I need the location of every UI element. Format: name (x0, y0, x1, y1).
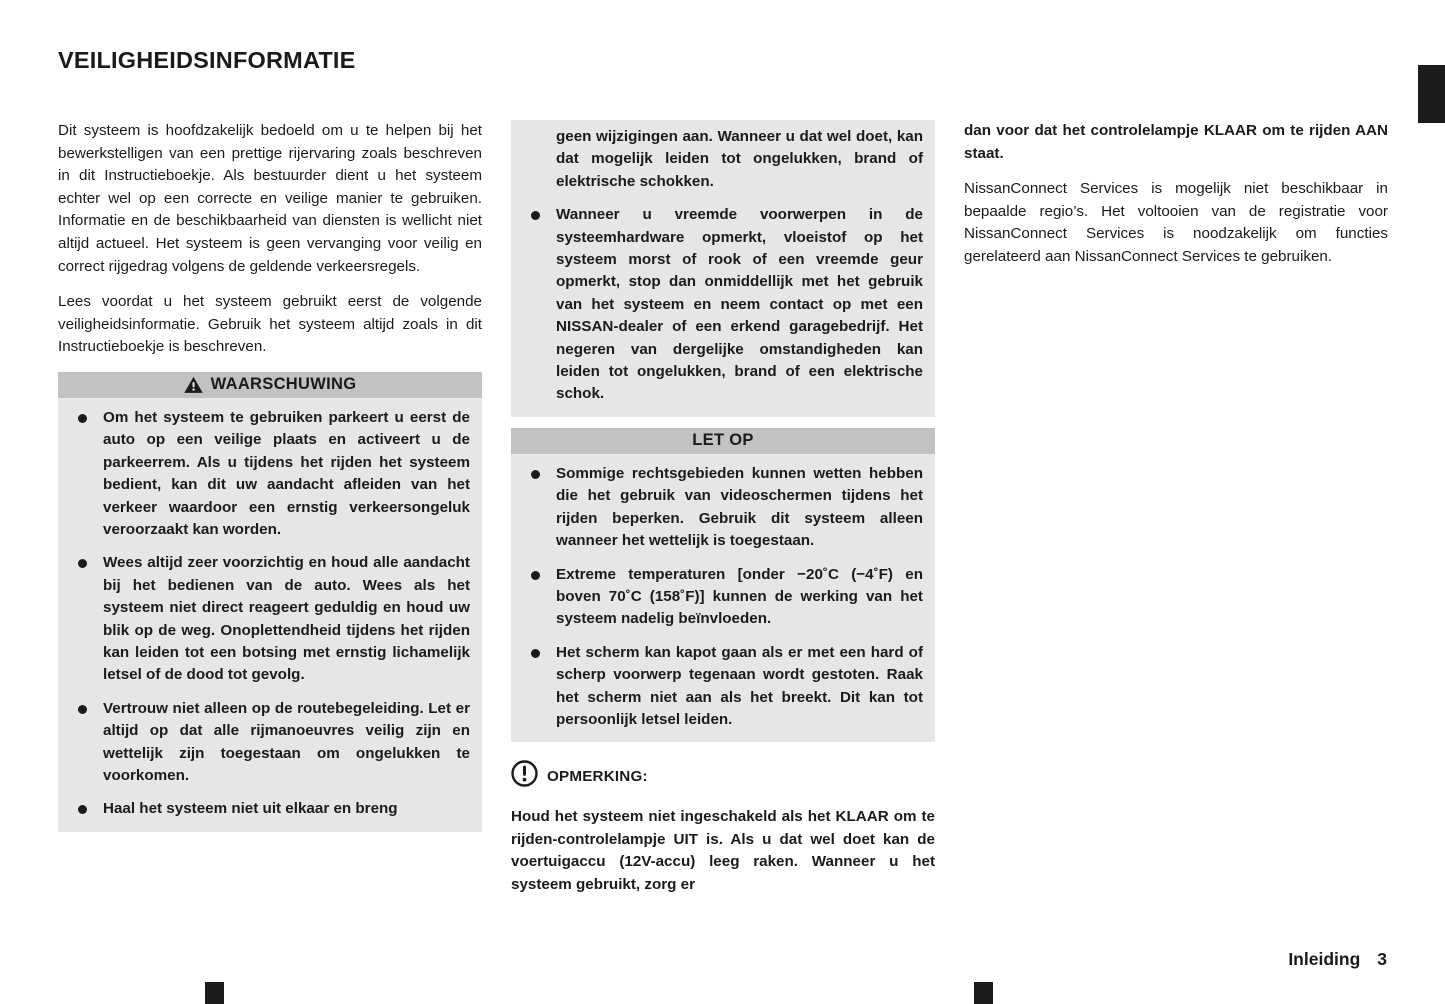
warning-bullet-text: Wees altijd zeer voorzichtig en houd alle aandacht bij het bedienen van de auto. Wees als het systeem niet direct reageert geduldig en houd uw blik op de weg. Onoplettendheid tijdens het rijden kan leiden tot een botsing met ernstig lichamelijk letsel of de dood tot gevolg. (103, 554, 470, 684)
bullet-dot-icon (531, 649, 540, 658)
nissanconnect-paragraph: NissanConnect Services is mogelijk niet beschikbaar in bepaalde regio’s. Het voltooien van de registratie voor NissanConnect Services is noodzakelijk om functies gerelateerd aan NissanConnect Services te gebruiken. (964, 180, 1388, 265)
caution-bullet-item (523, 642, 923, 732)
warning-bullet-text: Haal het systeem niet uit elkaar en breng (103, 800, 398, 818)
column-2 (511, 120, 935, 910)
caution-box-header (511, 428, 935, 454)
bullet-dot-icon (78, 805, 87, 814)
caution-bullet-item (523, 463, 923, 553)
footer-page-number: 3 (1377, 949, 1387, 969)
note-block (511, 760, 935, 896)
footer-section-label: Inleiding (1288, 949, 1361, 969)
page-columns (58, 120, 1388, 910)
bullet-dot-icon (78, 705, 87, 714)
bullet-dot-icon (78, 414, 87, 423)
column-3 (964, 120, 1388, 910)
warning-box-continued-body (511, 120, 935, 417)
warning-box (58, 372, 482, 832)
warning-box-body (58, 398, 482, 832)
crop-mark-left (205, 982, 224, 1004)
warning-bullet-text: Om het systeem te gebruiken parkeert u eerst de auto op een veilige plaats en activeert u de parkeerrem. Als u tijdens het rijden het systeem bedient, kan dit uw aandacht afleiden van het verkeer waardoor een ernstig verkeersongeluk veroorzaakt kan worden. (103, 408, 470, 538)
caution-bullet-list (523, 463, 923, 731)
chapter-edge-tab (1418, 65, 1445, 123)
note-text: Houd het systeem niet ingeschakeld als het KLAAR om te rijden-controlelampje UIT is. Als u dat wel doet kan de voertuigaccu (12V-accu) leeg raken. Wanneer u het systeem gebruikt, zorg er (511, 808, 935, 893)
warning-bullet-text: Wanneer u vreemde voorwerpen in de systeemhardware opmerkt, vloeistof op het systeem morst of rook of een vreemde geur opmerkt, stop dan onmiddellijk met het gebruik van het systeem en neem contact op met een NISSAN-dealer of een erkend garagebedrijf. Het negeren van dergelijke omstandigheden kan leiden tot ongelukken, brand of een elektrische schok. (556, 206, 923, 403)
warning-box-header (58, 372, 482, 398)
exclamation-circle-icon (511, 760, 538, 792)
warning-bullet-item (70, 407, 470, 541)
note-continuation-text: dan voor dat het controlelampje KLAAR om te rijden AAN staat. (964, 122, 1388, 162)
warning-box-continued (511, 120, 935, 417)
warning-bullet-list-continued (523, 204, 923, 406)
warning-continuation-text: geen wijzigingen aan. Wanneer u dat wel doet, kan dat mogelijk leiden tot ongelukken, brand of elektrische schokken. (556, 128, 923, 190)
caution-box-body (511, 454, 935, 742)
crop-mark-right (974, 982, 993, 1004)
warning-box-heading: WAARSCHUWING (210, 375, 357, 394)
warning-bullet-item (70, 698, 470, 788)
caution-box-heading: LET OP (692, 431, 754, 450)
bullet-dot-icon (531, 211, 540, 220)
bullet-dot-icon (531, 470, 540, 479)
page-footer (1288, 949, 1387, 970)
warning-bullet-list (70, 407, 470, 821)
warning-triangle-icon (184, 376, 203, 393)
column-1 (58, 120, 482, 910)
caution-box (511, 428, 935, 742)
caution-bullet-text: Sommige rechtsgebieden kunnen wetten hebben die het gebruik van videoschermen tijdens het rijden beperken. Gebruik dit systeem alleen wanneer het wettelijk is toegestaan. (556, 464, 923, 550)
intro-paragraph-1: Dit systeem is hoofdzakelijk bedoeld om u te helpen bij het bewerkstelligen van een prettige rijervaring zoals beschreven in dit Instructieboekje. Als bestuurder dient u het systeem echter wel op een correcte en veilige manier te gebruiken. Informatie en de beschikbaarheid van diensten is wellicht niet altijd actueel. Het systeem is geen vervanging voor veilig en correct rijgedrag volgens de geldende verkeersregels. (58, 122, 482, 275)
warning-bullet-item (70, 798, 470, 820)
warning-bullet-text: Vertrouw niet alleen op de routebegeleiding. Let er altijd op dat alle rijmanoeuvres veilig zijn en wettelijk zijn toegestaan om ongelukken te voorkomen. (103, 699, 470, 785)
bullet-dot-icon (78, 559, 87, 568)
page-title: VEILIGHEIDSINFORMATIE (58, 46, 356, 73)
note-label: OPMERKING: (547, 767, 648, 785)
caution-bullet-text: Het scherm kan kapot gaan als er met een hard of scherp voorwerp tegenaan wordt gestoten. Raak het scherm niet aan als het breekt. Dit kan tot persoonlijk letsel leiden. (556, 643, 923, 728)
bullet-dot-icon (531, 571, 540, 580)
caution-bullet-text: Extreme temperaturen [onder −20˚C (−4˚F) en boven 70˚C (158˚F)] kunnen de werking van het systeem nadelig beïnvloeden. (556, 565, 923, 628)
intro-paragraph-2: Lees voordat u het systeem gebruikt eerst de volgende veiligheidsinformatie. Gebruik het systeem altijd zoals in dit Instructieboekje is beschreven. (58, 293, 482, 356)
note-header (511, 760, 935, 792)
warning-bullet-item (523, 204, 923, 406)
caution-bullet-item (523, 564, 923, 631)
warning-bullet-item (70, 552, 470, 686)
